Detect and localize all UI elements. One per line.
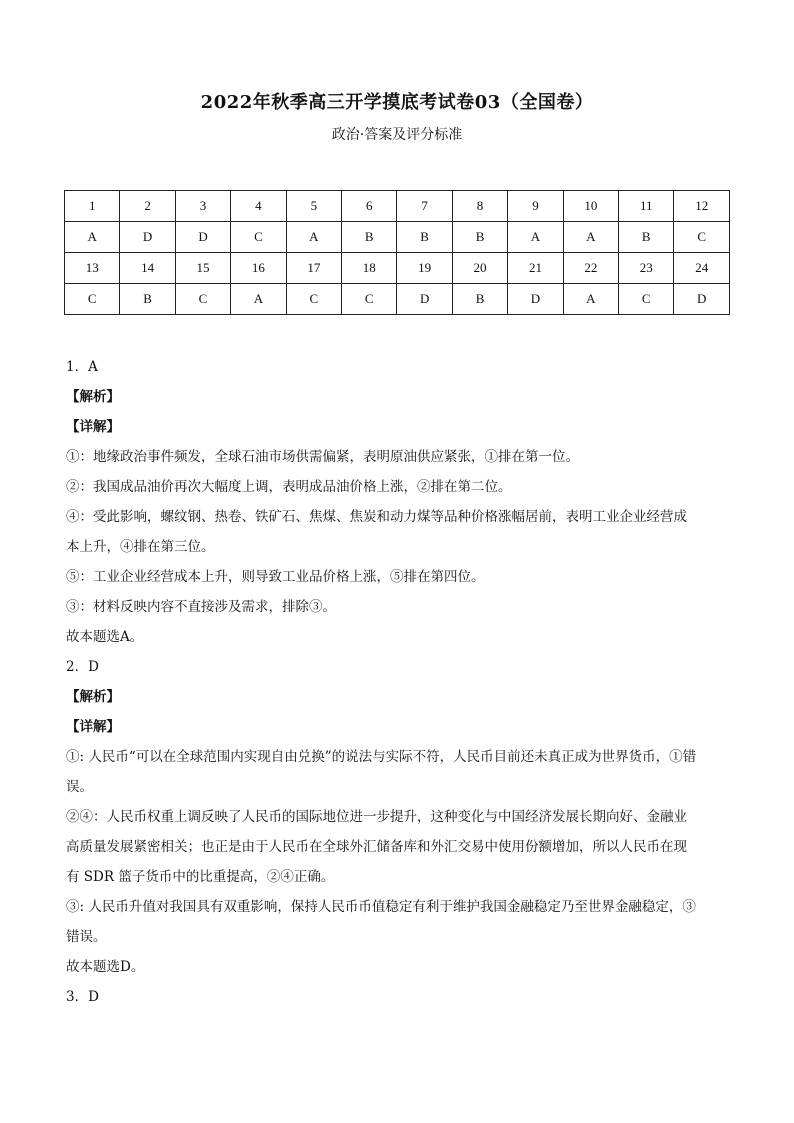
table-cell: D [674,284,730,315]
answer-explanations [66,352,730,1012]
table-cell: A [563,284,618,315]
table-cell: C [175,284,230,315]
page-subtitle: 政治·答案及评分标准 [331,127,463,143]
table-cell: 16 [231,253,286,284]
table-cell: C [231,222,286,253]
question-2-detail-label: 【详解】 [66,719,120,735]
table-cell: 24 [674,253,730,284]
explanation-line: ①: 人民币“可以在全球范围内实现自由兑换”的说法与实际不符，人民币目前还未真正成为世界货币，①错 [66,749,697,765]
table-cell: 8 [452,191,507,222]
table-cell: B [619,222,674,253]
table-cell: 20 [452,253,507,284]
table-cell: A [231,284,286,315]
explanation-line: 高质量发展紧密相关；也正是由于人民币在全球外汇储备库和外汇交易中使用份额增加，所以人民币在现 [66,839,687,855]
table-cell: 1 [65,191,120,222]
explanation-line: 有 SDR 篮子货币中的比重提高，②④正确。 [66,869,335,885]
table-cell: 13 [65,253,120,284]
explanation-line: 误。 [66,779,93,795]
explanation-line: 故本题选D。 [66,959,145,975]
table-cell: B [120,284,175,315]
explanation-line: ②④：人民币权重上调反映了人民币的国际地位进一步提升，这种变化与中国经济发展长期向好、金融业 [66,809,687,825]
table-cell: C [619,284,674,315]
question-1-answer: 1．A [66,359,98,375]
table-cell: 10 [563,191,618,222]
table-cell: 7 [397,191,452,222]
table-cell: 11 [619,191,674,222]
question-1-analysis-label: 【解析】 [66,389,120,405]
table-cell: 2 [120,191,175,222]
table-cell: 18 [342,253,397,284]
table-cell: C [342,284,397,315]
table-cell: 21 [508,253,563,284]
table-cell: C [286,284,341,315]
table-cell: D [397,284,452,315]
question-2-answer: 2．D [66,659,99,675]
table-cell: 3 [175,191,230,222]
table-row [65,253,730,284]
table-cell: A [286,222,341,253]
table-cell: 19 [397,253,452,284]
table-cell: C [674,222,730,253]
table-cell: A [563,222,618,253]
table-row [65,222,730,253]
table-cell: A [65,222,120,253]
table-row [65,191,730,222]
table-cell: 4 [231,191,286,222]
explanation-line: ③: 人民币升值对我国具有双重影响，保持人民币币值稳定有利于维护我国金融稳定乃至世界金融稳定，③ [66,899,696,915]
table-cell: B [342,222,397,253]
table-cell: A [508,222,563,253]
explanation-line: 本上升，④排在第三位。 [66,539,215,555]
table-cell: 14 [120,253,175,284]
table-cell: D [120,222,175,253]
table-cell: 17 [286,253,341,284]
table-cell: B [452,222,507,253]
table-cell: B [452,284,507,315]
answer-table [64,190,730,315]
table-cell: B [397,222,452,253]
table-cell: D [175,222,230,253]
page-title: 2022年秋季高三开学摸底考试卷03（全国卷） [200,92,594,113]
table-cell: 5 [286,191,341,222]
table-row [65,284,730,315]
question-1-detail-label: 【详解】 [66,419,120,435]
table-cell: 12 [674,191,730,222]
explanation-line: ④：受此影响，螺纹钢、热卷、铁矿石、焦煤、焦炭和动力煤等品种价格涨幅居前，表明工业企业经营成 [66,509,687,525]
table-cell: 15 [175,253,230,284]
explanation-line: ②：我国成品油价再次大幅度上调，表明成品油价格上涨，②排在第二位。 [66,479,512,495]
table-cell: 9 [508,191,563,222]
table-cell: 22 [563,253,618,284]
question-3-answer: 3．D [66,989,99,1005]
table-cell: 6 [342,191,397,222]
question-2-analysis-label: 【解析】 [66,689,120,705]
explanation-line: ⑤：工业企业经营成本上升，则导致工业品价格上涨，⑤排在第四位。 [66,569,485,585]
table-cell: 23 [619,253,674,284]
explanation-line: ③：材料反映内容不直接涉及需求，排除③。 [66,599,336,615]
table-cell: D [508,284,563,315]
table-cell: C [65,284,120,315]
explanation-line: 错误。 [66,929,107,945]
explanation-line: ①：地缘政治事件频发，全球石油市场供需偏紧，表明原油供应紧张，①排在第一位。 [66,449,579,465]
explanation-line: 故本题选A。 [66,629,144,645]
